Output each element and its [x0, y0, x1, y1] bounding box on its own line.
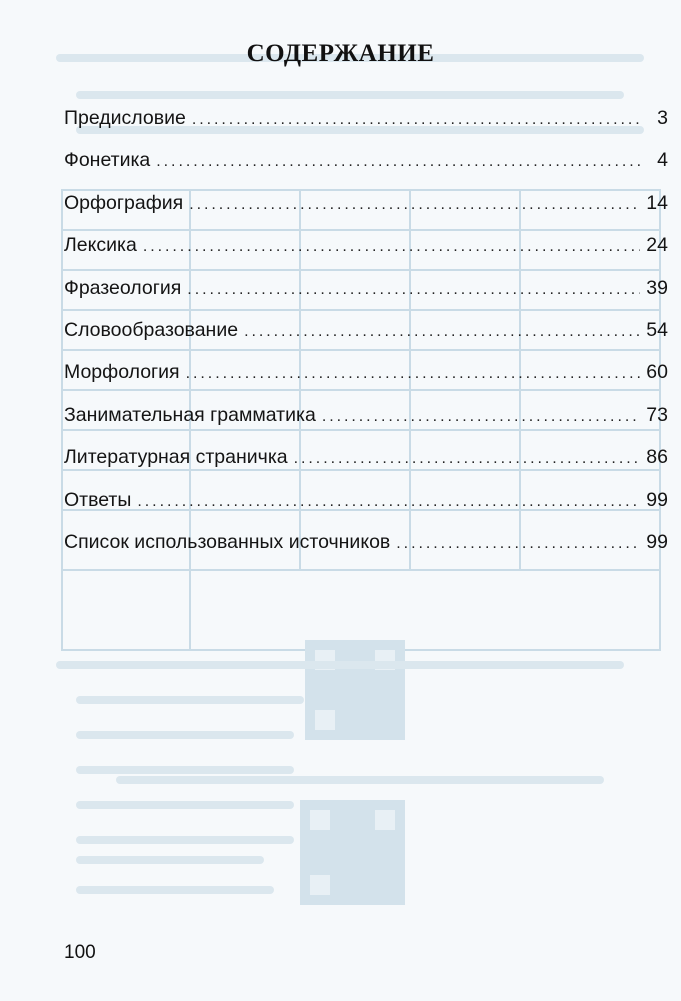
- toc-entry-label: Литературная страничка: [64, 446, 288, 469]
- toc-entry-page: 73: [646, 403, 668, 426]
- toc-entry: [64, 191, 668, 233]
- toc-entry-label: Орфография: [64, 191, 184, 214]
- toc-entry: [64, 233, 668, 275]
- toc-entry-page: 99: [646, 530, 668, 553]
- toc-entry-page: 39: [646, 276, 668, 299]
- toc-entry-page: 14: [646, 191, 668, 214]
- dot-leader: [294, 447, 640, 471]
- toc-entry-label: Фонетика: [64, 149, 151, 172]
- toc-entry-page: 4: [657, 149, 668, 172]
- toc-entry: [64, 360, 668, 402]
- toc-entry-label: Словообразование: [64, 318, 239, 341]
- toc-entry: [64, 148, 668, 190]
- toc-entry: [64, 445, 668, 487]
- toc-entry-page: 99: [646, 488, 668, 511]
- toc-entry-label: Занимательная грамматика: [64, 403, 316, 426]
- dot-leader: [137, 490, 640, 514]
- page-number: 100: [64, 942, 96, 963]
- dot-leader: [192, 108, 640, 132]
- toc-entry-page: 3: [657, 107, 668, 129]
- toc-entry: [64, 530, 668, 572]
- dot-leader: [187, 278, 640, 302]
- dot-leader: [189, 193, 640, 217]
- page-title: СОДЕРЖАНИЕ: [246, 40, 435, 67]
- dot-leader: [396, 532, 640, 556]
- toc-entry-label: Предисловие: [64, 107, 186, 129]
- dot-leader: [186, 362, 640, 386]
- toc-entry: [64, 318, 668, 360]
- toc-entry-label: Морфология: [64, 361, 180, 384]
- toc-entry-label: Ответы: [64, 488, 132, 511]
- toc-entry-label: Фразеология: [64, 276, 182, 299]
- dot-leader: [322, 405, 640, 429]
- dot-leader: [143, 235, 640, 259]
- table-of-contents: [64, 106, 668, 572]
- toc-entry-page: 86: [646, 446, 668, 469]
- toc-entry: [64, 276, 668, 318]
- toc-entry-label: Список использованных источников: [64, 530, 391, 553]
- dot-leader: [244, 320, 640, 344]
- toc-entry-page: 54: [646, 318, 668, 341]
- toc-entry-page: 24: [646, 234, 668, 257]
- toc-entry-page: 60: [646, 361, 668, 384]
- dot-leader: [156, 150, 640, 174]
- toc-entry: [64, 488, 668, 530]
- toc-entry: [64, 106, 668, 148]
- toc-entry: [64, 403, 668, 445]
- toc-entry-label: Лексика: [64, 234, 137, 257]
